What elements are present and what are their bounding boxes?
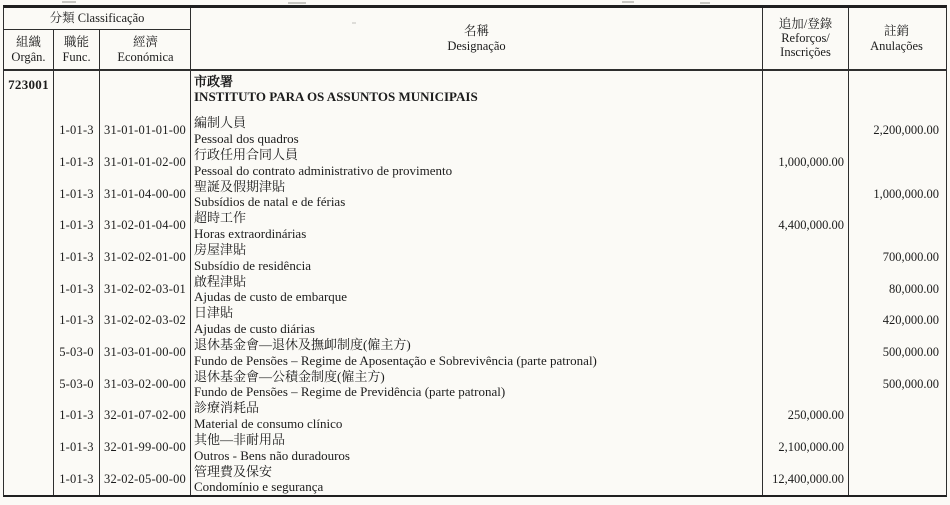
reinforcement-amount-cell: 12,400,000.00	[763, 463, 849, 495]
designation-zh: 日津貼	[194, 305, 234, 321]
econ-code-cell	[100, 71, 191, 115]
designation-zh: 其他—非耐用品	[194, 432, 286, 448]
func-header-zh: 職能	[63, 34, 89, 49]
annulment-amount-cell: 80,000.00	[889, 281, 939, 296]
table-row	[4, 273, 946, 305]
annulment-amount-cell: 700,000.00	[882, 250, 939, 265]
econ-code-cell: 32-02-05-00-00	[100, 463, 191, 495]
table-row	[4, 400, 946, 432]
scan-noise	[62, 1, 76, 3]
designation-pt: Horas extraordinárias	[194, 225, 307, 241]
column-header-organ	[4, 30, 54, 69]
designation-cell	[191, 273, 763, 305]
econ-code-cell: 31-02-02-01-00	[100, 242, 191, 274]
econ-code-cell: 31-02-02-03-01	[100, 273, 191, 305]
scan-noise	[700, 2, 710, 4]
designation-zh: 房屋津貼	[194, 242, 247, 258]
table-row	[4, 115, 946, 147]
table-row	[4, 178, 946, 210]
reinforcement-amount-cell	[763, 242, 849, 274]
entity-organ-code: 723001	[4, 71, 54, 115]
econ-code-cell: 32-01-07-02-00	[100, 400, 191, 432]
column-header-econ	[100, 30, 191, 69]
econ-header-pt: Económica	[117, 49, 174, 64]
designation-header-pt: Designação	[447, 38, 506, 53]
reinforcement-amount-cell	[763, 71, 849, 115]
annulment-amount-cell	[849, 147, 944, 179]
func-code-cell	[54, 71, 100, 115]
organ-code-cell	[4, 178, 54, 210]
organ-header-zh: 組織	[15, 34, 41, 49]
annulment-amount-cell	[849, 210, 944, 242]
designation-cell	[191, 242, 763, 274]
annulment-amount-cell	[849, 463, 944, 495]
econ-code-cell: 31-03-01-00-00	[100, 337, 191, 369]
table-row	[4, 368, 946, 400]
designation-zh: 行政任用合同人員	[194, 147, 299, 162]
budget-amendment-table	[3, 5, 947, 497]
designation-pt: Fundo de Pensões – Regime de Aposentação e Sobrevivência (parte patronal)	[194, 352, 597, 368]
reinforcement-amount-cell	[763, 337, 849, 369]
designation-cell	[191, 115, 763, 147]
annulment-amount-cell: 2,200,000.00	[873, 123, 939, 138]
designation-zh: 管理費及保安	[194, 463, 273, 479]
designation-pt: Fundo de Pensões – Regime de Previdência (parte patronal)	[194, 384, 506, 400]
column-header-func	[54, 30, 100, 69]
annulment-amount-cell: 420,000.00	[882, 313, 939, 328]
designation-cell	[191, 147, 763, 179]
func-code-cell: 1-01-3	[54, 305, 100, 337]
econ-code-cell: 31-02-02-03-02	[100, 305, 191, 337]
designation-pt: Subsídios de natal e de férias	[194, 194, 346, 210]
table-row	[4, 210, 946, 242]
annulment-amount-cell	[849, 432, 944, 464]
func-code-cell: 1-01-3	[54, 432, 100, 464]
annulments-header-pt: Anulações	[870, 38, 923, 53]
func-code-cell: 1-01-3	[54, 210, 100, 242]
reinforcement-amount-cell: 1,000,000.00	[763, 147, 849, 179]
designation-cell	[191, 368, 763, 400]
designation-pt: Material de consumo clínico	[194, 415, 343, 431]
organ-code-cell	[4, 400, 54, 432]
func-code-cell: 1-01-3	[54, 242, 100, 274]
annulments-header-zh: 註銷	[883, 23, 909, 38]
column-header-reinforcements	[763, 8, 849, 69]
designation-cell	[191, 210, 763, 242]
organ-code-cell	[4, 432, 54, 464]
designation-pt: Ajudas de custo de embarque	[194, 289, 348, 305]
econ-code-cell: 31-01-01-02-00	[100, 147, 191, 179]
scan-noise	[622, 1, 634, 3]
func-code-cell: 1-01-3	[54, 400, 100, 432]
organ-code-cell	[4, 242, 54, 274]
designation-cell	[191, 178, 763, 210]
reinforcement-amount-cell	[763, 273, 849, 305]
table-header	[4, 8, 946, 71]
reinforcement-amount-cell: 250,000.00	[763, 400, 849, 432]
reinforcement-amount-cell: 2,100,000.00	[763, 432, 849, 464]
econ-code-cell: 31-02-01-04-00	[100, 210, 191, 242]
econ-code-cell: 32-01-99-00-00	[100, 432, 191, 464]
annulment-amount-cell	[849, 400, 944, 432]
organ-code-cell	[4, 337, 54, 369]
func-code-cell: 5-03-0	[54, 337, 100, 369]
func-code-cell: 1-01-3	[54, 463, 100, 495]
designation-cell	[191, 463, 763, 495]
designation-pt: Ajudas de custo diárias	[194, 320, 315, 336]
scan-noise	[288, 2, 306, 4]
entity-name-pt: INSTITUTO PARA OS ASSUNTOS MUNICIPAIS	[194, 89, 478, 104]
organ-code-cell	[4, 115, 54, 147]
organ-code-cell	[4, 147, 54, 179]
designation-pt: Condomínio e segurança	[194, 479, 324, 495]
table-row	[4, 147, 946, 179]
reinforcement-amount-cell: 4,400,000.00	[763, 210, 849, 242]
classification-subheaders	[4, 30, 190, 69]
table-row	[4, 337, 946, 369]
table-row	[4, 305, 946, 337]
designation-cell	[191, 305, 763, 337]
designation-cell	[191, 400, 763, 432]
designation-header-zh: 名稱	[463, 23, 489, 38]
organ-code-cell	[4, 210, 54, 242]
designation-pt: Subsídio de residência	[194, 257, 311, 273]
designation-pt: Pessoal dos quadros	[194, 130, 299, 146]
entity-designation-cell	[191, 71, 763, 115]
func-code-cell: 1-01-3	[54, 178, 100, 210]
func-header-pt: Func.	[62, 49, 91, 64]
table-row	[4, 463, 946, 495]
reinforcement-amount-cell	[763, 115, 849, 147]
column-header-annulments	[849, 8, 944, 69]
designation-pt: Pessoal do contrato administrativo de provimento	[194, 162, 453, 178]
annulment-amount-cell: 500,000.00	[882, 345, 939, 360]
entity-row	[4, 71, 946, 115]
func-code-cell: 1-01-3	[54, 147, 100, 179]
organ-code-cell	[4, 463, 54, 495]
annulment-amount-cell	[849, 71, 944, 115]
organ-code-cell	[4, 368, 54, 400]
designation-zh: 編制人員	[194, 115, 247, 131]
reinforcements-header-zh: 追加/登錄	[778, 17, 833, 31]
reinforcements-header-pt1: Reforços/	[781, 31, 830, 45]
column-header-designation	[191, 8, 763, 69]
econ-header-zh: 經濟	[132, 34, 158, 49]
econ-code-cell: 31-01-01-01-00	[100, 115, 191, 147]
table-row	[4, 432, 946, 464]
organ-code-cell	[4, 273, 54, 305]
designation-zh: 聖誕及假期津貼	[194, 178, 286, 194]
econ-code-cell: 31-03-02-00-00	[100, 368, 191, 400]
reinforcement-amount-cell	[763, 368, 849, 400]
designation-zh: 啟程津貼	[194, 273, 247, 289]
designation-zh: 超時工作	[194, 210, 247, 226]
designation-cell	[191, 337, 763, 369]
func-code-cell: 1-01-3	[54, 273, 100, 305]
func-code-cell: 1-01-3	[54, 115, 100, 147]
designation-zh: 退休基金會—公積金制度(僱主方)	[194, 368, 385, 384]
annulment-amount-cell: 1,000,000.00	[873, 186, 939, 201]
table-body	[4, 71, 946, 495]
econ-code-cell: 31-01-04-00-00	[100, 178, 191, 210]
classification-header: 分類 Classificação	[4, 8, 190, 30]
designation-zh: 退休基金會—退休及撫卹制度(僱主方)	[194, 337, 411, 353]
organ-header-pt: Orgân.	[11, 49, 46, 64]
func-code-cell: 5-03-0	[54, 368, 100, 400]
organ-code-cell	[4, 305, 54, 337]
annulment-amount-cell: 500,000.00	[882, 376, 939, 391]
reinforcements-header-pt2: Inscrições	[780, 45, 831, 59]
entity-name-zh: 市政署	[194, 74, 234, 89]
classification-header-group	[4, 8, 191, 69]
reinforcement-amount-cell	[763, 178, 849, 210]
table-row	[4, 242, 946, 274]
designation-zh: 診療消耗品	[194, 400, 260, 416]
reinforcement-amount-cell	[763, 305, 849, 337]
designation-cell	[191, 432, 763, 464]
designation-pt: Outros - Bens não duradouros	[194, 447, 350, 463]
